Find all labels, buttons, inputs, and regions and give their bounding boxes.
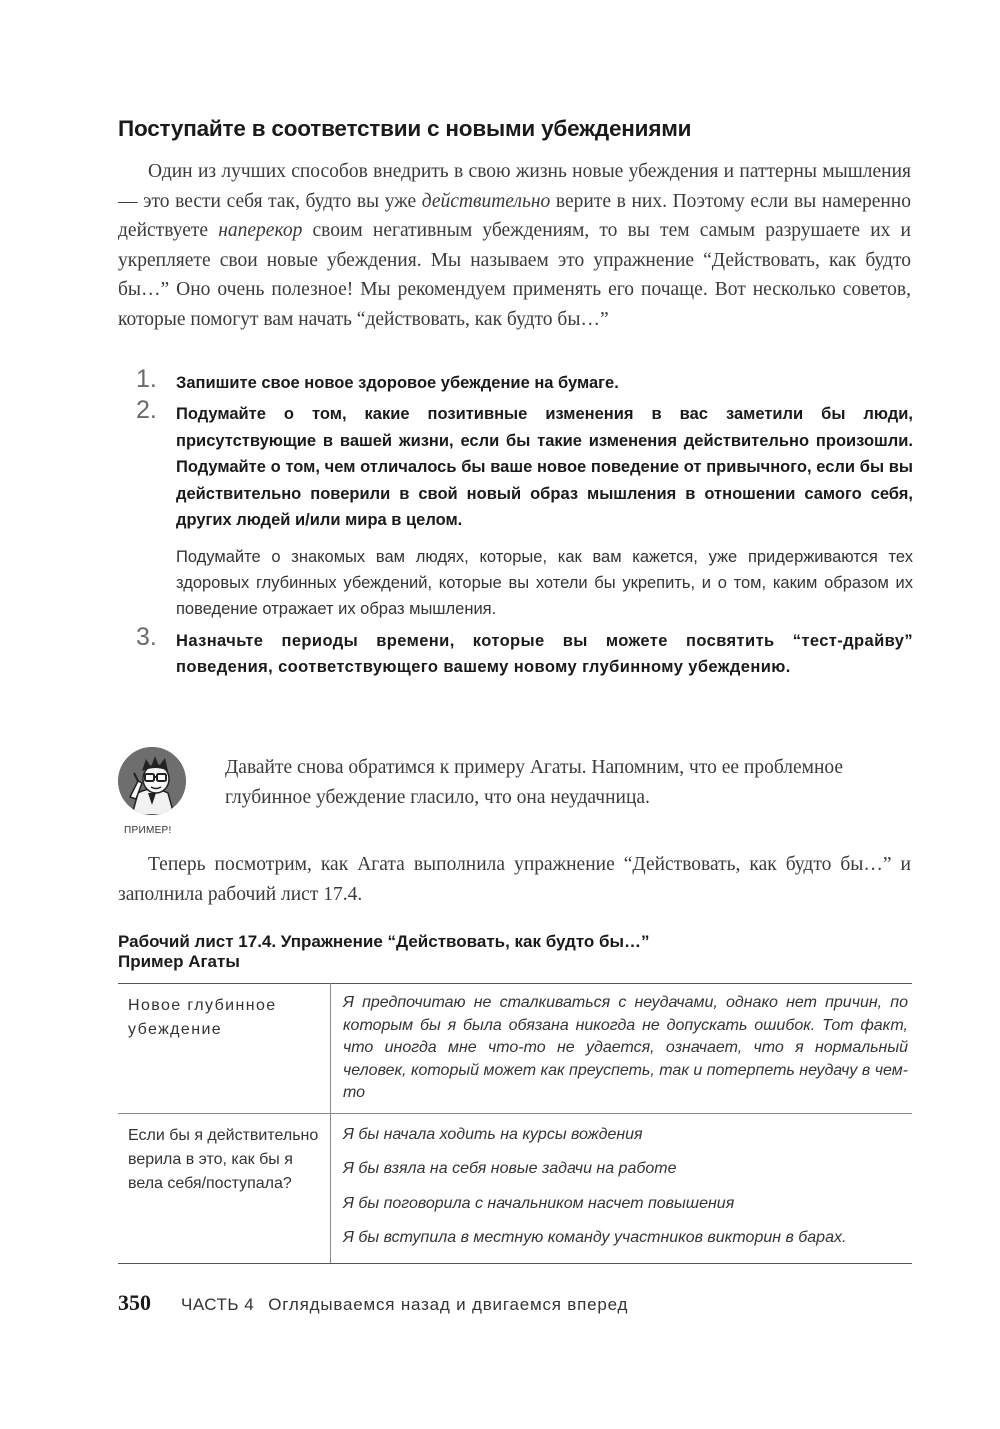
section-heading: Поступайте в соответствии с новыми убеждениями <box>118 116 692 141</box>
example-callout <box>118 745 913 845</box>
intro-text-2: верите в них. Поэтому если вы намеренно действуете <box>118 190 911 241</box>
worksheet-title-line-1: Рабочий лист 17.4. Упражнение “Действовать, как будто бы…” <box>118 932 650 951</box>
step-text: Запишите свое новое здоровое убеждение на бумаге. <box>176 374 619 392</box>
worksheet-title-line-2: Пример Агаты <box>118 952 240 971</box>
step-number: 3. <box>136 622 157 651</box>
part-label: ЧАСТЬ 4 <box>181 1295 255 1314</box>
table-cell-label: Новое глубинное убеждение <box>118 984 331 1114</box>
example-character-icon <box>118 747 186 815</box>
example-text: Давайте снова обратимся к примеру Агаты. Напомним, что ее проблемное глубинное убеждение гласило, что она неудачница. <box>225 757 844 808</box>
step-2-note: Подумайте о знакомых вам людях, которые, как вам кажется, уже придерживаются тех здоровых глубинных убеждений, которые вы хотели бы укрепить, и о том, каким образом их поведение отражает их образ мышления. <box>176 547 913 618</box>
intro-paragraph <box>118 157 911 334</box>
answer-item: Я бы поговорила с начальником насчет повышения <box>343 1194 735 1212</box>
step-3 <box>118 622 913 681</box>
step-2 <box>118 396 913 534</box>
step-text: Подумайте о том, какие позитивные изменения в вас заметили бы люди, присутствующие в вашей жизни, если бы такие изменения действительно произошли. Подумайте о том, чем отличалось бы ваше новое поведение от привычного, если бы вы действительно поверили в свой новый образ мышления в отношении самого себя, других людей и/или мира в целом. <box>176 405 913 529</box>
intro-text-3: своим негативным убеждениям, то вы тем самым разрушаете их и укрепляете свои новые убеждения. Мы называем это упражнение “Действовать, как будто бы…” Оно очень полезное! Мы рекомендуем применять его почаще. Вот несколько советов, которые помогут вам начать “действовать, как будто бы…” <box>118 220 911 330</box>
table-cell-answers <box>331 1113 913 1264</box>
table-cell-value: Я предпочитаю не сталкиваться с неудачами, однако нет причин, по которым бы я была обязана никогда не допускать ошибок. Тот факт, что иногда мне что-то не удается, означает, что я нормальный человек, который может как преуспеть, так и потерпеть неудачу в чем-то <box>331 984 913 1114</box>
worksheet-table <box>118 983 912 1264</box>
answer-item: Я бы вступила в местную команду участников викторин в барах. <box>343 1229 847 1246</box>
step-text: Назначьте периоды времени, которые вы можете посвятить “тест-драйву” поведения, соответствующего вашему новому глубинному убеждению. <box>176 631 913 676</box>
worksheet-title <box>118 932 650 972</box>
page-number: 350 <box>118 1290 151 1315</box>
answer-item: Я бы взяла на себя новые задачи на работе <box>343 1160 677 1177</box>
intro-emphasis-2: наперекор <box>218 220 303 241</box>
intro-emphasis-1: действительно <box>421 190 551 212</box>
example-label: ПРИМЕР! <box>124 825 172 836</box>
step-1 <box>118 365 913 401</box>
table-cell-label: Если бы я действительно верила в это, как бы я вела себя/поступала? <box>118 1113 331 1264</box>
part-title: Оглядываемся назад и двигаемся вперед <box>268 1295 629 1314</box>
step-number: 1. <box>136 365 157 393</box>
steps-list <box>118 365 913 681</box>
table-row <box>118 984 912 1114</box>
answer-item: Я бы начала ходить на курсы вождения <box>343 1125 643 1143</box>
intro-text-1: Один из лучших способов внедрить в свою жизнь новые убеждения и паттерны мышления — это вести себя так, будто вы уже <box>118 161 911 212</box>
page-footer <box>118 1290 628 1316</box>
body-paragraph: Теперь посмотрим, как Агата выполнила упражнение “Действовать, как будто бы…” и заполнила рабочий лист 17.4. <box>118 854 911 905</box>
table-row <box>118 1113 912 1264</box>
step-number: 2. <box>136 396 157 424</box>
